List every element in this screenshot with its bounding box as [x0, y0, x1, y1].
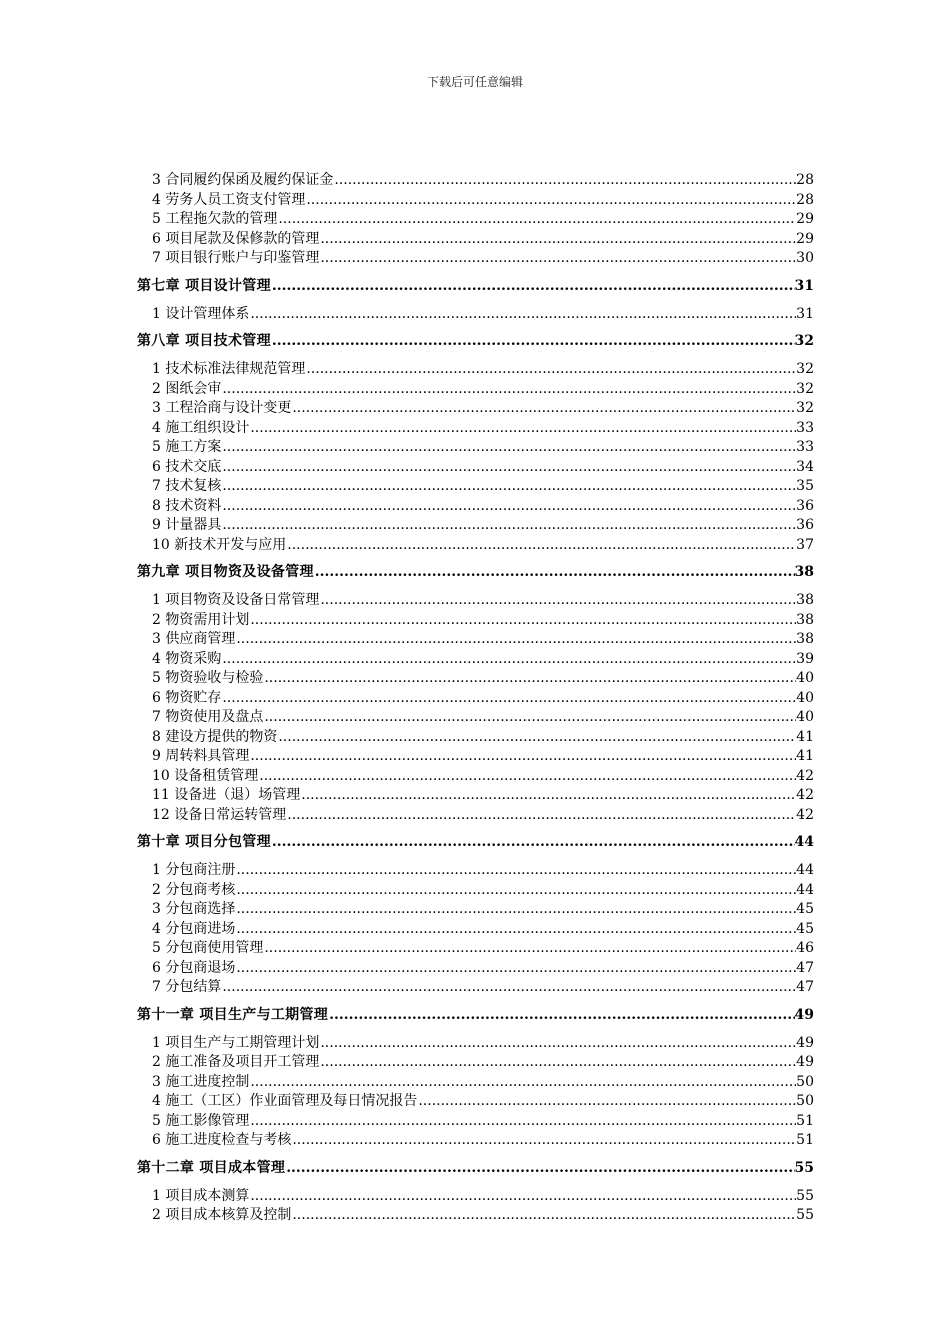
toc-page-number: 37 [796, 536, 814, 553]
toc-section-entry[interactable] [137, 419, 814, 439]
toc-dot-leader [222, 438, 796, 458]
toc-section-entry[interactable] [137, 1112, 814, 1132]
toc-entry-title: 2 物资需用计划 [152, 611, 250, 628]
toc-entry-title: 3 分包商选择 [152, 901, 236, 917]
toc-page-number: 32 [796, 400, 814, 416]
toc-dot-leader [278, 210, 796, 230]
toc-entry-title: 1 设计管理体系 [152, 305, 250, 322]
toc-section-entry[interactable] [137, 230, 814, 250]
toc-section-entry[interactable] [137, 650, 814, 670]
toc-entry-title: 6 施工进度检查与考核 [152, 1132, 292, 1148]
toc-entry-title: 4 物资采购 [152, 650, 222, 667]
toc-section-entry[interactable] [137, 920, 814, 940]
toc-page-number: 47 [796, 959, 814, 976]
toc-section-entry[interactable] [137, 497, 814, 517]
toc-entry-title: 3 合同履约保函及履约保证金 [152, 172, 334, 188]
toc-entry-title: 5 工程拖欠款的管理 [152, 211, 278, 227]
toc-dot-leader [259, 767, 796, 787]
toc-entry-title: 第九章 项目物资及设备管理 [137, 564, 314, 580]
toc-dot-leader [287, 806, 796, 826]
table-of-contents [137, 171, 814, 1226]
toc-page-number: 40 [796, 709, 814, 725]
toc-section-entry[interactable] [137, 536, 814, 556]
toc-section-entry[interactable] [137, 861, 814, 881]
toc-section-entry[interactable] [137, 591, 814, 611]
toc-dot-leader [272, 276, 795, 296]
toc-chapter-entry[interactable] [137, 276, 814, 296]
toc-entry-title: 10 设备租赁管理 [152, 767, 259, 784]
toc-section-entry[interactable] [137, 1206, 814, 1226]
toc-chapter-entry[interactable] [137, 1005, 814, 1025]
toc-dot-leader [292, 399, 796, 419]
toc-entry-title: 5 物资验收与检验 [152, 670, 264, 686]
toc-page-number: 41 [796, 728, 814, 745]
toc-page-number: 29 [796, 211, 814, 227]
toc-section-entry[interactable] [137, 380, 814, 400]
toc-dot-leader [250, 1073, 796, 1093]
toc-entry-title: 4 分包商进场 [152, 920, 236, 937]
toc-entry-title: 7 项目银行账户与印鉴管理 [152, 250, 320, 266]
toc-dot-leader [250, 611, 796, 631]
toc-dot-leader [222, 689, 796, 709]
toc-dot-leader [222, 477, 796, 497]
toc-page-number: 36 [796, 517, 814, 533]
toc-entry-title: 2 施工准备及项目开工管理 [152, 1054, 320, 1070]
toc-page-number: 36 [796, 497, 814, 514]
toc-chapter-entry[interactable] [137, 832, 814, 852]
toc-section-entry[interactable] [137, 516, 814, 536]
toc-section-entry[interactable] [137, 1092, 814, 1112]
toc-page-number: 49 [796, 1034, 814, 1051]
toc-entry-title: 第七章 项目设计管理 [137, 277, 271, 294]
toc-dot-leader [222, 516, 796, 536]
toc-entry-title: 10 新技术开发与应用 [152, 536, 287, 553]
toc-dot-leader [222, 380, 796, 400]
toc-entry-title: 6 分包商退场 [152, 959, 236, 976]
toc-entry-title: 6 物资贮存 [152, 689, 222, 706]
toc-page-number: 50 [796, 1073, 814, 1090]
toc-dot-leader [272, 331, 795, 351]
toc-dot-leader [320, 249, 796, 269]
toc-page-number: 38 [794, 564, 814, 580]
toc-entry-title: 7 分包结算 [152, 979, 222, 995]
toc-section-entry[interactable] [137, 978, 814, 998]
toc-dot-leader [250, 1112, 796, 1132]
toc-dot-leader [292, 1131, 796, 1151]
toc-page-number: 39 [796, 650, 814, 667]
toc-entry-title: 1 项目生产与工期管理计划 [152, 1034, 320, 1051]
toc-entry-title: 7 物资使用及盘点 [152, 709, 264, 725]
toc-dot-leader [292, 1206, 796, 1226]
toc-page-number: 51 [796, 1132, 814, 1148]
toc-dot-leader [272, 832, 795, 852]
toc-dot-leader [301, 786, 796, 806]
toc-section-entry[interactable] [137, 728, 814, 748]
toc-page-number: 42 [796, 806, 814, 823]
toc-page-number: 32 [796, 380, 814, 397]
toc-page-number: 28 [796, 191, 814, 208]
toc-page-number: 44 [796, 881, 814, 898]
toc-page-number: 51 [796, 1112, 814, 1129]
toc-page-number: 31 [794, 277, 814, 294]
toc-section-entry[interactable] [137, 747, 814, 767]
toc-dot-leader [334, 171, 796, 191]
toc-entry-title: 3 供应商管理 [152, 631, 236, 647]
toc-page-number: 32 [796, 361, 814, 377]
toc-chapter-entry[interactable] [137, 562, 814, 582]
toc-page-number: 42 [796, 767, 814, 784]
toc-entry-title: 8 建设方提供的物资 [152, 728, 278, 745]
toc-page-number: 31 [796, 305, 814, 322]
toc-page-number: 40 [796, 689, 814, 706]
toc-section-entry[interactable] [137, 881, 814, 901]
toc-dot-leader [250, 747, 796, 767]
toc-dot-leader [306, 191, 796, 211]
toc-page-number: 30 [796, 250, 814, 266]
toc-entry-title: 2 项目成本核算及控制 [152, 1207, 292, 1223]
toc-section-entry[interactable] [137, 689, 814, 709]
toc-dot-leader [286, 1158, 794, 1178]
toc-entry-title: 3 施工进度控制 [152, 1073, 250, 1090]
toc-entry-title: 第十章 项目分包管理 [137, 834, 271, 850]
toc-entry-title: 1 技术标准法律规范管理 [152, 361, 306, 377]
toc-entry-title: 4 施工（工区）作业面管理及每日情况报告 [152, 1093, 418, 1109]
toc-dot-leader [320, 591, 796, 611]
toc-entry-title: 1 项目成本测算 [152, 1187, 250, 1204]
toc-page-number: 42 [796, 787, 814, 803]
toc-entry-title: 6 技术交底 [152, 458, 222, 475]
toc-entry-title: 8 技术资料 [152, 497, 222, 514]
toc-page-number: 34 [796, 458, 814, 475]
toc-entry-title: 2 分包商考核 [152, 881, 236, 898]
toc-section-entry[interactable] [137, 1034, 814, 1054]
toc-section-entry[interactable] [137, 191, 814, 211]
toc-section-entry[interactable] [137, 438, 814, 458]
toc-dot-leader [287, 536, 796, 556]
toc-section-entry[interactable] [137, 669, 814, 689]
toc-entry-title: 4 施工组织设计 [152, 419, 250, 436]
toc-dot-leader [315, 562, 795, 582]
toc-dot-leader [320, 1034, 796, 1054]
toc-section-entry[interactable] [137, 360, 814, 380]
toc-entry-title: 9 周转料具管理 [152, 748, 250, 764]
toc-page-number: 46 [796, 940, 814, 956]
toc-dot-leader [236, 959, 796, 979]
toc-dot-leader [320, 230, 796, 250]
toc-entry-title: 4 劳务人员工资支付管理 [152, 191, 306, 208]
toc-section-entry[interactable] [137, 611, 814, 631]
toc-dot-leader [329, 1005, 794, 1025]
toc-page-number: 32 [794, 333, 814, 349]
toc-page-number: 40 [796, 670, 814, 686]
toc-entry-title: 第十一章 项目生产与工期管理 [137, 1006, 329, 1023]
toc-dot-leader [264, 708, 796, 728]
toc-chapter-entry[interactable] [137, 331, 814, 351]
toc-dot-leader [250, 419, 796, 439]
toc-section-entry[interactable] [137, 249, 814, 269]
toc-section-entry[interactable] [137, 210, 814, 230]
toc-dot-leader [250, 305, 796, 325]
toc-section-entry[interactable] [137, 806, 814, 826]
toc-page-number: 45 [796, 901, 814, 917]
toc-section-entry[interactable] [137, 1187, 814, 1207]
toc-dot-leader [418, 1092, 796, 1112]
toc-page-number: 44 [796, 862, 814, 878]
toc-section-entry[interactable] [137, 399, 814, 419]
toc-section-entry[interactable] [137, 630, 814, 650]
toc-dot-leader [236, 861, 796, 881]
toc-section-entry[interactable] [137, 477, 814, 497]
toc-page-number: 28 [796, 172, 814, 188]
toc-dot-leader [236, 900, 796, 920]
toc-entry-title: 第十二章 项目成本管理 [137, 1159, 286, 1176]
toc-section-entry[interactable] [137, 1073, 814, 1093]
toc-page-number: 38 [796, 631, 814, 647]
toc-dot-leader [320, 1053, 796, 1073]
toc-page-number: 55 [794, 1159, 814, 1176]
toc-dot-leader [222, 458, 796, 478]
toc-dot-leader [278, 728, 796, 748]
toc-page-number: 50 [796, 1093, 814, 1109]
toc-section-entry[interactable] [137, 939, 814, 959]
toc-section-entry[interactable] [137, 1053, 814, 1073]
toc-page-number: 38 [796, 592, 814, 608]
toc-dot-leader [236, 881, 796, 901]
toc-entry-title: 5 施工方案 [152, 439, 222, 455]
toc-entry-title: 12 设备日常运转管理 [152, 806, 287, 823]
toc-dot-leader [236, 630, 796, 650]
toc-entry-title: 5 施工影像管理 [152, 1112, 250, 1129]
toc-entry-title: 第八章 项目技术管理 [137, 333, 271, 349]
toc-page-number: 35 [796, 478, 814, 494]
toc-dot-leader [250, 1187, 796, 1207]
toc-section-entry[interactable] [137, 458, 814, 478]
toc-dot-leader [264, 669, 796, 689]
toc-dot-leader [306, 360, 796, 380]
toc-chapter-entry[interactable] [137, 1158, 814, 1178]
toc-section-entry[interactable] [137, 708, 814, 728]
toc-entry-title: 1 项目物资及设备日常管理 [152, 592, 320, 608]
toc-page-number: 38 [796, 611, 814, 628]
toc-page-number: 55 [796, 1207, 814, 1223]
toc-page-number: 33 [796, 419, 814, 436]
toc-section-entry[interactable] [137, 1131, 814, 1151]
toc-page-number: 45 [796, 920, 814, 937]
toc-page-number: 49 [796, 1054, 814, 1070]
toc-dot-leader [222, 978, 796, 998]
toc-entry-title: 1 分包商注册 [152, 862, 236, 878]
toc-page-number: 47 [796, 979, 814, 995]
toc-section-entry[interactable] [137, 171, 814, 191]
toc-entry-title: 6 项目尾款及保修款的管理 [152, 230, 320, 247]
toc-section-entry[interactable] [137, 786, 814, 806]
toc-dot-leader [236, 920, 796, 940]
page-header: 下载后可任意编辑 [426, 75, 523, 89]
toc-section-entry[interactable] [137, 767, 814, 787]
toc-page-number: 41 [796, 748, 814, 764]
toc-dot-leader [222, 497, 796, 517]
toc-section-entry[interactable] [137, 305, 814, 325]
toc-entry-title: 7 技术复核 [152, 478, 222, 494]
toc-dot-leader [222, 650, 796, 670]
toc-section-entry[interactable] [137, 900, 814, 920]
toc-entry-title: 11 设备进（退）场管理 [152, 787, 301, 803]
toc-entry-title: 3 工程洽商与设计变更 [152, 400, 292, 416]
toc-page-number: 55 [796, 1187, 814, 1204]
toc-entry-title: 9 计量器具 [152, 517, 222, 533]
toc-entry-title: 2 图纸会审 [152, 380, 222, 397]
toc-page-number: 49 [794, 1006, 814, 1023]
toc-page-number: 44 [794, 834, 814, 850]
toc-page-number: 33 [796, 439, 814, 455]
toc-dot-leader [264, 939, 796, 959]
toc-page-number: 29 [796, 230, 814, 247]
toc-section-entry[interactable] [137, 959, 814, 979]
toc-entry-title: 5 分包商使用管理 [152, 940, 264, 956]
